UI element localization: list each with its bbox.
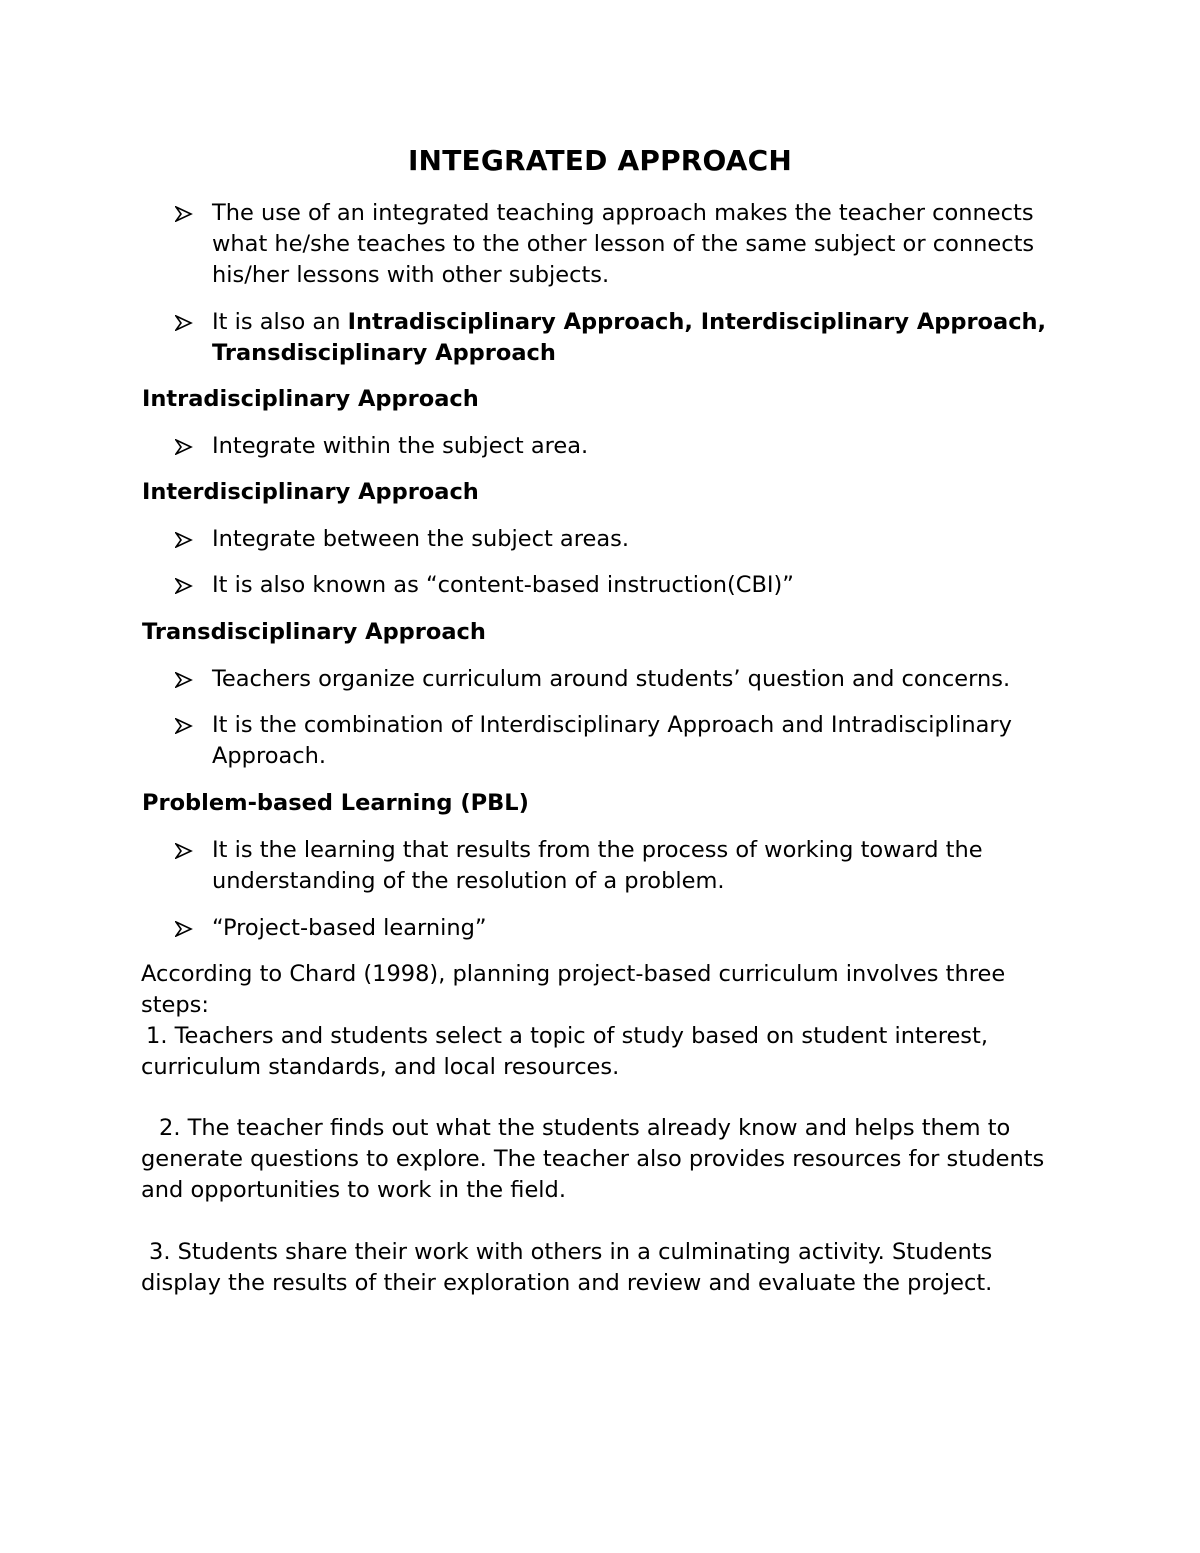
bullet-text: Integrate within the subject area. xyxy=(212,433,589,459)
page-title: INTEGRATED APPROACH xyxy=(407,144,793,177)
section-heading-transdisciplinary: Transdisciplinary Approach xyxy=(142,619,486,645)
step-1-paragraph: 1. Teachers and students select a topic of study based on student interest, curriculum standards, and local resources. xyxy=(141,1023,989,1080)
section-bullet xyxy=(175,570,1075,601)
section-bullet xyxy=(175,431,1075,462)
section-bullet xyxy=(175,710,1075,772)
section-bullet xyxy=(175,913,1075,944)
arrow-bullet-icon xyxy=(175,664,197,695)
step-2-paragraph: 2. The teacher finds out what the students already know and helps them to generate questions to explore. The teacher also provides resources for students and opportunities to work in the field. xyxy=(141,1115,1045,1203)
section-heading-pbl: Problem-based Learning (PBL) xyxy=(142,790,529,816)
arrow-bullet-icon xyxy=(175,431,197,462)
arrow-bullet-icon xyxy=(175,835,197,866)
bullet-text: Teachers organize curriculum around students’ question and concerns. xyxy=(212,666,1011,692)
intro-bullet-1 xyxy=(175,198,1075,291)
arrow-bullet-icon xyxy=(175,913,197,944)
bullet-text: It is the learning that results from the process of working toward the understanding of the resolution of a problem. xyxy=(212,837,983,894)
arrow-bullet-icon xyxy=(175,570,197,601)
section-heading-interdisciplinary: Interdisciplinary Approach xyxy=(142,479,479,505)
arrow-bullet-icon xyxy=(175,710,197,741)
section-bullet xyxy=(175,664,1075,695)
bullet-text: It is the combination of Interdisciplinary Approach and Intradisciplinary Approach. xyxy=(212,712,1012,769)
intro-bullet-2 xyxy=(175,307,1075,369)
section-heading-intradisciplinary: Intradisciplinary Approach xyxy=(142,386,479,412)
section-bullet xyxy=(175,835,1075,897)
arrow-bullet-icon xyxy=(175,524,197,555)
arrow-bullet-icon xyxy=(175,307,197,338)
step-3-paragraph: 3. Students share their work with others in a culminating activity. Students display the results of their exploration and review and evaluate the project. xyxy=(141,1239,993,1296)
bullet-text-prefix: It is also an xyxy=(212,309,348,335)
bullet-text: Integrate between the subject areas. xyxy=(212,526,629,552)
chard-intro-paragraph: According to Chard (1998), planning project-based curriculum involves three steps: xyxy=(141,961,1006,1018)
section-bullet xyxy=(175,524,1075,555)
bullet-text: “Project-based learning” xyxy=(212,915,487,941)
arrow-bullet-icon xyxy=(175,198,197,229)
bullet-text: It is also known as “content-based instruction(CBI)” xyxy=(212,572,794,598)
bullet-text xyxy=(212,307,1075,369)
bullet-text-bold: Intradisciplinary Approach, Interdisciplinary Approach, Transdisciplinary Approach xyxy=(212,309,1047,366)
bullet-text: The use of an integrated teaching approach makes the teacher connects what he/she teaches to the other lesson of the same subject or connects his/her lessons with other subjects. xyxy=(212,200,1035,288)
